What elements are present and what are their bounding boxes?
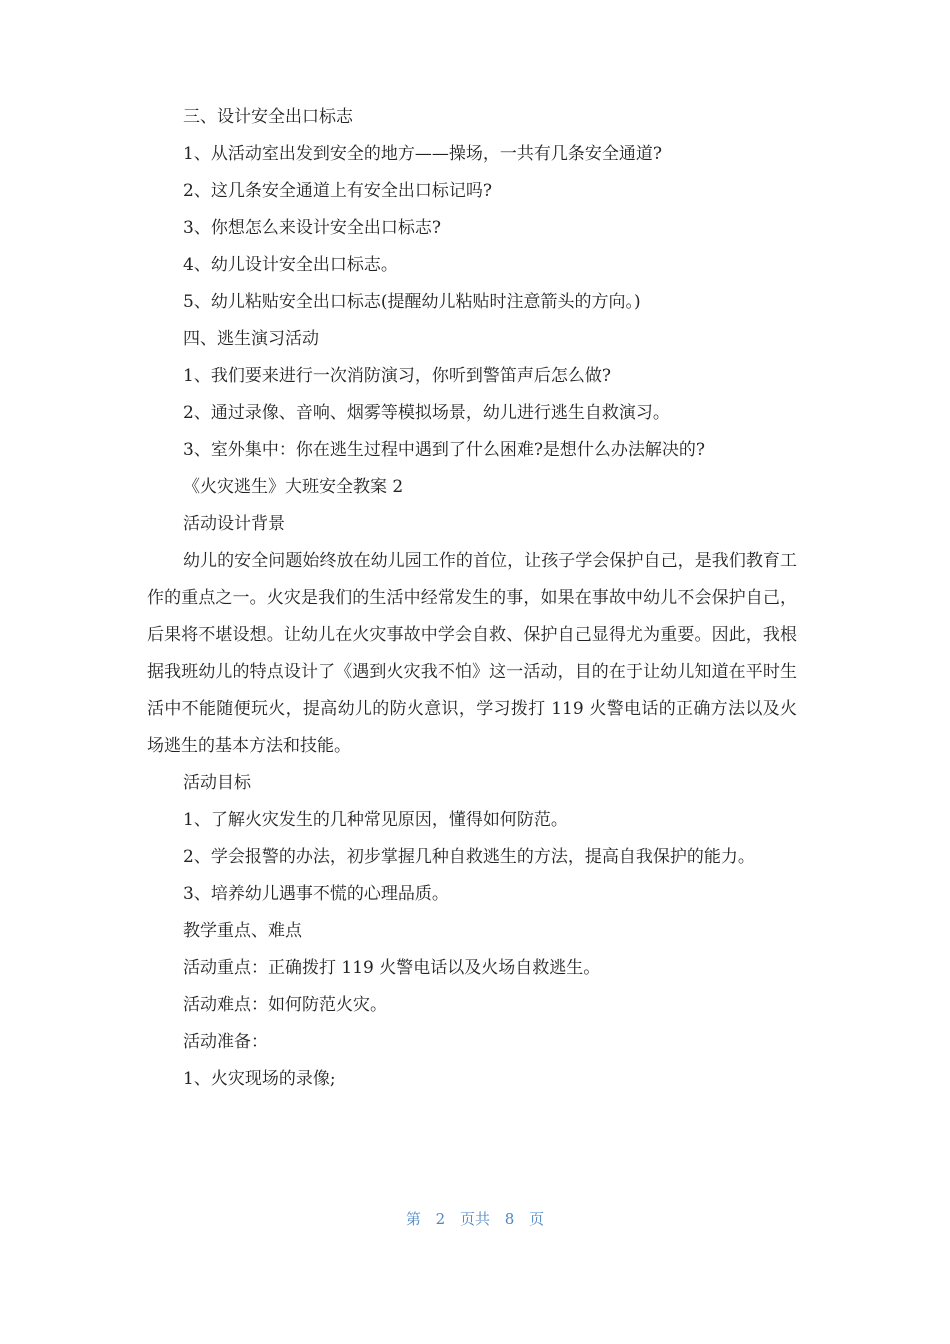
text-line: 5、幼儿粘贴安全出口标志(提醒幼儿粘贴时注意箭头的方向。) — [183, 292, 641, 312]
text-line: 3、你想怎么来设计安全出口标志? — [183, 218, 441, 238]
goal-item: 2、学会报警的办法，初步掌握几种自救逃生的方法，提高自我保护的能力。 — [183, 847, 755, 867]
text-line: 4、幼儿设计安全出口标志。 — [183, 255, 398, 275]
section-heading: 四、逃生演习活动 — [183, 329, 319, 349]
footer-prefix: 第 — [405, 1210, 421, 1228]
footer-mid: 页共 — [459, 1210, 490, 1228]
text-line: 1、火灾现场的录像; — [183, 1069, 336, 1089]
text-line: 2、通过录像、音响、烟雾等模拟场景，幼儿进行逃生自救演习。 — [183, 403, 670, 423]
text-line: 3、室外集中：你在逃生过程中遇到了什么困难?是想什么办法解决的? — [183, 440, 706, 460]
section-heading: 活动准备： — [183, 1032, 268, 1052]
section-heading: 三、设计安全出口标志 — [183, 107, 353, 127]
text-line: 活动重点：正确拨打 119 火警电话以及火场自救逃生。 — [183, 958, 601, 978]
section-heading: 活动设计背景 — [183, 514, 285, 534]
lesson-title: 《火灾逃生》大班安全教案 2 — [183, 477, 404, 497]
text-line: 1、从活动室出发到安全的地方——操场，一共有几条安全通道? — [183, 144, 662, 164]
goal-item: 1、了解火灾发生的几种常见原因，懂得如何防范。 — [183, 810, 568, 830]
background-paragraph: 幼儿的安全问题始终放在幼儿园工作的首位，让孩子学会保护自己，是我们教育工作的重点之一。火灾是我们的生活中经常发生的事，如果在事故中幼儿不会保护自己，后果将不堪设想。让幼儿在火灾事故中学会自救、保护自己显得尤为重要。因此，我根据我班幼儿的特点设计了《遇到火灾我不怕》这一活动，目的在于让幼儿知道在平时生活中不能随便玩火，提高幼儿的防火意识，学习拨打 119 火警电话的正确方法以及火场逃生的基本方法和技能。 — [147, 551, 797, 756]
section-heading: 教学重点、难点 — [183, 921, 302, 941]
footer-page-number: 2 — [435, 1210, 446, 1228]
text-line: 1、我们要来进行一次消防演习，你听到警笛声后怎么做? — [183, 366, 611, 386]
page-footer — [0, 1208, 950, 1229]
goal-item: 3、培养幼儿遇事不慌的心理品质。 — [183, 884, 449, 904]
document-body — [147, 99, 797, 1098]
text-line: 活动难点：如何防范火灾。 — [183, 995, 387, 1015]
footer-total-pages: 8 — [504, 1210, 515, 1228]
footer-suffix: 页 — [529, 1210, 545, 1228]
text-line: 2、这几条安全通道上有安全出口标记吗? — [183, 181, 492, 201]
section-heading: 活动目标 — [183, 773, 251, 793]
